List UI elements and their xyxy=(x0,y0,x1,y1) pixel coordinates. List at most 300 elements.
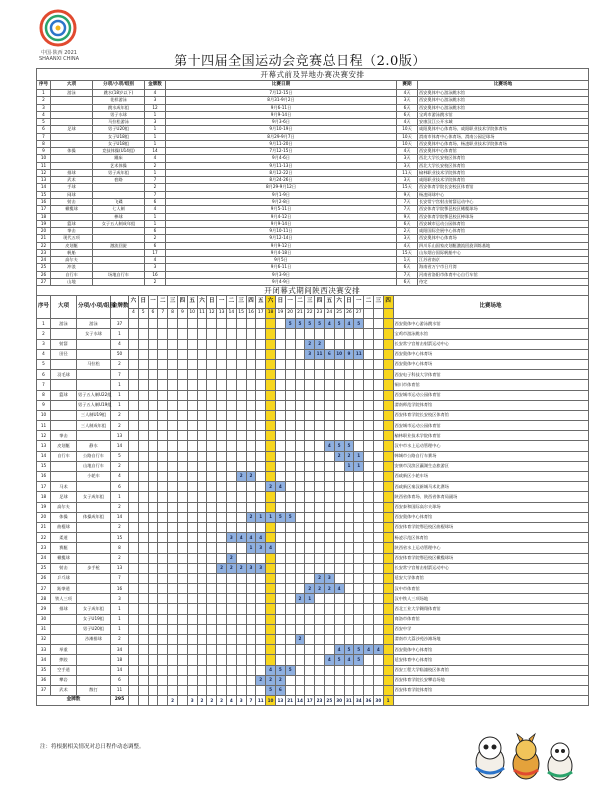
table1-cell: 咸阳奥体中心体育场、咸阳职业技术学院体育场 xyxy=(418,126,589,133)
schedule-cell xyxy=(364,604,374,614)
event-name: 散打 xyxy=(77,685,111,695)
venue-name: 西安工程大学临潼校区体育馆 xyxy=(393,665,588,675)
schedule-cell xyxy=(354,665,364,675)
schedule-cell xyxy=(246,370,256,380)
table1-cell: 场地自行车 xyxy=(93,271,145,278)
row-number: 26 xyxy=(37,573,51,583)
schedule-cell xyxy=(236,665,246,675)
schedule-cell xyxy=(373,390,383,400)
gold-count: 1 xyxy=(111,400,129,410)
schedule-cell xyxy=(383,400,393,410)
venue-name: 西安奥体中心体育场 xyxy=(393,359,588,369)
sport-name: 马术 xyxy=(51,482,77,492)
gold-count: 2 xyxy=(111,410,129,420)
schedule-cell xyxy=(207,380,217,390)
gold-count: 2 xyxy=(111,359,129,369)
weekday-cell: 二 xyxy=(158,296,168,309)
schedule-cell xyxy=(187,512,197,522)
sport-name xyxy=(51,635,77,645)
schedule-cell xyxy=(383,421,393,431)
schedule-cell xyxy=(266,319,276,329)
schedule-cell xyxy=(256,584,266,594)
table2-row xyxy=(37,624,589,634)
table1-row xyxy=(37,133,589,140)
schedule-cell xyxy=(364,421,374,431)
schedule-cell xyxy=(197,573,207,583)
schedule-cell xyxy=(197,461,207,471)
schedule-cell xyxy=(226,359,236,369)
schedule-cell xyxy=(295,492,305,502)
schedule-cell xyxy=(168,614,178,624)
schedule-cell xyxy=(285,543,295,553)
schedule-cell xyxy=(197,492,207,502)
gold-count: 50 xyxy=(111,349,129,359)
table1-cell: 待定 xyxy=(418,278,589,285)
schedule-cell xyxy=(129,492,139,502)
schedule-cell xyxy=(373,502,383,512)
event-name xyxy=(77,594,111,604)
schedule-cell xyxy=(148,451,158,461)
venue-name: 西安奥体中心体育馆 xyxy=(393,512,588,522)
row-number: 9 xyxy=(37,400,51,410)
schedule-cell: 3 xyxy=(324,573,334,583)
schedule-cell xyxy=(266,441,276,451)
table1-row xyxy=(37,271,589,278)
table1-cell: 西安体育学院鄠邑校区橄榄球场 xyxy=(418,206,589,213)
schedule-cell xyxy=(207,522,217,532)
schedule-cell xyxy=(334,410,344,420)
schedule-cell: 2 xyxy=(315,573,325,583)
event-name: 马拉松 xyxy=(77,359,111,369)
schedule-cell xyxy=(373,522,383,532)
gold-count: 14 xyxy=(111,441,129,451)
schedule-cell xyxy=(344,482,354,492)
table1-cell: 7 xyxy=(145,177,166,184)
venue-name: 榆林职业技术学院体育馆 xyxy=(393,431,588,441)
schedule-cell xyxy=(285,370,295,380)
schedule-cell xyxy=(217,502,227,512)
schedule-cell: 5 xyxy=(334,441,344,451)
schedule-cell xyxy=(129,400,139,410)
schedule-cell xyxy=(207,645,217,655)
row-number: 8 xyxy=(37,390,51,400)
schedule-cell xyxy=(226,635,236,645)
schedule-cell: 11 xyxy=(354,349,364,359)
gold-count: 1 xyxy=(111,329,129,339)
daily-total: 2 xyxy=(217,696,227,706)
schedule-cell: 4 xyxy=(266,665,276,675)
schedule-cell xyxy=(315,614,325,624)
schedule-cell xyxy=(334,573,344,583)
table1-cell: 25 xyxy=(37,264,51,271)
day-cell: 18 xyxy=(266,309,276,319)
schedule-cell xyxy=(285,533,295,543)
schedule-cell xyxy=(129,655,139,665)
schedule-cell xyxy=(266,655,276,665)
event-name xyxy=(77,573,111,583)
schedule-cell xyxy=(344,675,354,685)
schedule-cell xyxy=(177,441,187,451)
schedule-cell xyxy=(148,553,158,563)
schedule-cell xyxy=(168,553,178,563)
daily-total: 17 xyxy=(305,696,315,706)
schedule-cell xyxy=(266,472,276,482)
schedule-cell xyxy=(217,685,227,695)
venue-name: 汉中铁人三项场地 xyxy=(393,594,588,604)
schedule-cell xyxy=(217,553,227,563)
table1-cell: 1 xyxy=(145,133,166,140)
schedule-cell xyxy=(246,400,256,410)
schedule-cell xyxy=(177,522,187,532)
daily-total: 36 xyxy=(364,696,374,706)
schedule-cell xyxy=(226,594,236,604)
schedule-cell xyxy=(354,512,364,522)
table2-row xyxy=(37,390,589,400)
schedule-cell xyxy=(246,645,256,655)
schedule-cell xyxy=(383,410,393,420)
schedule-cell xyxy=(373,400,383,410)
event-name: 女子成年组 xyxy=(77,492,111,502)
schedule-cell xyxy=(197,563,207,573)
table1-cell: 9月3-9日 xyxy=(166,271,397,278)
schedule-cell xyxy=(285,685,295,695)
schedule-cell xyxy=(315,635,325,645)
table1-cell: 渭南市体育中心体育场、渭南公园足球场 xyxy=(418,133,589,140)
schedule-cell xyxy=(168,594,178,604)
schedule-cell xyxy=(364,349,374,359)
daily-total: 34 xyxy=(354,696,364,706)
schedule-cell: 2 xyxy=(315,584,325,594)
schedule-cell xyxy=(197,339,207,349)
schedule-cell xyxy=(236,522,246,532)
schedule-cell xyxy=(226,543,236,553)
sport-name: 摔跤 xyxy=(51,655,77,665)
table1-cell: 5 xyxy=(37,119,51,126)
row-number: 16 xyxy=(37,472,51,482)
schedule-cell xyxy=(334,329,344,339)
schedule-cell xyxy=(129,543,139,553)
event-name xyxy=(77,584,111,594)
schedule-cell xyxy=(148,502,158,512)
schedule-cell xyxy=(158,533,168,543)
schedule-cell xyxy=(187,349,197,359)
event-name xyxy=(77,370,111,380)
schedule-cell xyxy=(266,624,276,634)
schedule-cell xyxy=(226,349,236,359)
table1-cell: 15 xyxy=(37,191,51,198)
schedule-cell xyxy=(187,635,197,645)
schedule-cell xyxy=(324,533,334,543)
schedule-cell: 3 xyxy=(256,563,266,573)
total-venue xyxy=(393,696,588,706)
table1-cell: 10 xyxy=(37,155,51,162)
schedule-cell: 4 xyxy=(256,533,266,543)
schedule-cell xyxy=(373,461,383,471)
schedule-cell xyxy=(129,349,139,359)
gold-count: 1 xyxy=(111,390,129,400)
schedule-cell xyxy=(344,543,354,553)
row-number: 1 xyxy=(37,319,51,329)
schedule-cell xyxy=(236,594,246,604)
table1-cell: 足球 xyxy=(51,126,93,133)
schedule-cell xyxy=(324,380,334,390)
schedule-cell: 2 xyxy=(217,563,227,573)
table1-cell: 蹦床 xyxy=(93,155,145,162)
table1-cell: 9月5-11日 xyxy=(166,206,397,213)
schedule-cell xyxy=(177,675,187,685)
schedule-cell xyxy=(266,380,276,390)
schedule-cell xyxy=(324,635,334,645)
schedule-cell xyxy=(187,502,197,512)
schedule-cell xyxy=(148,421,158,431)
schedule-cell xyxy=(364,533,374,543)
schedule-cell xyxy=(315,563,325,573)
schedule-cell xyxy=(226,410,236,420)
schedule-cell xyxy=(246,461,256,471)
schedule-cell xyxy=(138,410,148,420)
schedule-cell xyxy=(334,339,344,349)
schedule-cell xyxy=(334,421,344,431)
schedule-cell xyxy=(246,390,256,400)
schedule-cell xyxy=(295,533,305,543)
schedule-cell xyxy=(168,421,178,431)
table1-cell: 10天 xyxy=(397,133,418,140)
day-cell xyxy=(364,309,374,319)
schedule-cell xyxy=(373,472,383,482)
schedule-cell xyxy=(148,461,158,471)
table1-caption: 开幕式前及异地办赛决赛安排 xyxy=(37,69,589,81)
schedule-cell xyxy=(334,380,344,390)
schedule-cell xyxy=(364,410,374,420)
schedule-cell xyxy=(197,431,207,441)
schedule-cell xyxy=(364,359,374,369)
schedule-cell xyxy=(177,451,187,461)
schedule-cell xyxy=(148,359,158,369)
schedule-cell xyxy=(334,359,344,369)
daily-total: 23 xyxy=(315,696,325,706)
sport-name: 皮划艇 xyxy=(51,441,77,451)
schedule-cell xyxy=(177,614,187,624)
schedule-cell xyxy=(158,655,168,665)
event-name xyxy=(77,522,111,532)
schedule-cell xyxy=(324,461,334,471)
schedule-cell xyxy=(324,685,334,695)
schedule-cell xyxy=(275,451,285,461)
schedule-cell: 2 xyxy=(344,451,354,461)
schedule-cell xyxy=(187,675,197,685)
schedule-cell: 2 xyxy=(315,339,325,349)
schedule-cell: 1 xyxy=(246,543,256,553)
day-cell: 26 xyxy=(344,309,354,319)
schedule-cell xyxy=(246,522,256,532)
schedule-cell xyxy=(354,370,364,380)
schedule-cell xyxy=(197,635,207,645)
schedule-cell xyxy=(324,543,334,553)
day-cell: 22 xyxy=(305,309,315,319)
row-number: 27 xyxy=(37,584,51,594)
schedule-cell xyxy=(324,482,334,492)
schedule-cell xyxy=(129,533,139,543)
schedule-cell xyxy=(315,645,325,655)
gold-count: 1 xyxy=(111,624,129,634)
sport-name xyxy=(51,421,77,431)
schedule-cell xyxy=(334,390,344,400)
event-name xyxy=(77,675,111,685)
schedule-cell xyxy=(226,370,236,380)
schedule-cell xyxy=(217,635,227,645)
table1-cell: 9月6-11日 xyxy=(166,104,397,111)
schedule-cell: 2 xyxy=(305,339,315,349)
schedule-cell: 5 xyxy=(275,512,285,522)
schedule-cell xyxy=(373,584,383,594)
schedule-cell xyxy=(354,400,364,410)
schedule-cell xyxy=(344,359,354,369)
schedule-cell xyxy=(148,563,158,573)
schedule-cell xyxy=(207,329,217,339)
schedule-cell xyxy=(246,675,256,685)
schedule-cell xyxy=(334,624,344,634)
sport-name: 游泳 xyxy=(51,319,77,329)
sport-name xyxy=(51,624,77,634)
table2-row xyxy=(37,675,589,685)
schedule-cell xyxy=(315,390,325,400)
schedule-cell xyxy=(177,390,187,400)
schedule-cell xyxy=(285,655,295,665)
table1-header-cell: 赛期 xyxy=(397,81,418,90)
logo-subtext: SHAANXI CHINA xyxy=(38,56,80,62)
schedule-cell xyxy=(197,645,207,655)
schedule-cell xyxy=(295,512,305,522)
schedule-cell xyxy=(383,594,393,604)
schedule-cell xyxy=(148,410,158,420)
schedule-cell xyxy=(236,441,246,451)
schedule-cell xyxy=(187,624,197,634)
schedule-cell xyxy=(354,573,364,583)
schedule-cell: 2 xyxy=(236,472,246,482)
table1-cell: 8月12-22日 xyxy=(166,169,397,176)
schedule-cell xyxy=(266,421,276,431)
table1-cell xyxy=(93,184,145,191)
schedule-cell xyxy=(129,461,139,471)
row-number: 17 xyxy=(37,482,51,492)
schedule-cell xyxy=(138,655,148,665)
schedule-cell xyxy=(138,472,148,482)
schedule-cell xyxy=(334,502,344,512)
schedule-cell xyxy=(187,533,197,543)
schedule-cell xyxy=(158,584,168,594)
schedule-cell xyxy=(275,380,285,390)
schedule-cell xyxy=(207,441,217,451)
schedule-cell xyxy=(138,512,148,522)
event-name: 小轮车 xyxy=(77,472,111,482)
venue-name: 杨凌示范区体育馆 xyxy=(393,533,588,543)
schedule-cell xyxy=(334,563,344,573)
table2-row xyxy=(37,584,589,594)
schedule-cell xyxy=(373,492,383,502)
schedule-cell xyxy=(158,441,168,451)
table1-cell: 2 xyxy=(145,184,166,191)
sport-name: 赛艇 xyxy=(51,543,77,553)
venue-name: 铜川市体育馆 xyxy=(393,380,588,390)
schedule-cell xyxy=(275,431,285,441)
table1-cell: 9月4-6日 xyxy=(166,155,397,162)
event-name xyxy=(77,431,111,441)
schedule-cell xyxy=(354,635,364,645)
table1-row xyxy=(37,162,589,169)
daily-total xyxy=(177,696,187,706)
schedule-cell xyxy=(246,380,256,390)
schedule-cell xyxy=(246,584,256,594)
schedule-cell xyxy=(256,390,266,400)
schedule-cell xyxy=(207,390,217,400)
sport-name: 空手道 xyxy=(51,665,77,675)
schedule-cell xyxy=(256,329,266,339)
weekday-cell: 四 xyxy=(383,296,393,309)
day-cell: 19 xyxy=(275,309,285,319)
schedule-cell xyxy=(266,522,276,532)
table2-row xyxy=(37,431,589,441)
daily-total xyxy=(148,696,158,706)
schedule-cell xyxy=(344,665,354,675)
day-cell: 4 xyxy=(129,309,139,319)
schedule-cell xyxy=(354,380,364,390)
venue-name: 西安城市运动公园体育馆 xyxy=(393,390,588,400)
schedule-cell xyxy=(344,339,354,349)
schedule-cell xyxy=(295,451,305,461)
event-name: 男子U20组 xyxy=(77,624,111,634)
row-number: 36 xyxy=(37,675,51,685)
schedule-cell xyxy=(129,380,139,390)
schedule-cell: 2 xyxy=(266,482,276,492)
table1-row xyxy=(37,119,589,126)
schedule-cell xyxy=(334,614,344,624)
schedule-cell xyxy=(256,319,266,329)
table1-cell: 女子五人制成年组 xyxy=(93,220,145,227)
schedule-cell xyxy=(246,421,256,431)
schedule-cell: 5 xyxy=(285,512,295,522)
schedule-cell xyxy=(138,665,148,675)
schedule-cell xyxy=(266,502,276,512)
table1-cell: 8月29-9月7日 xyxy=(166,133,397,140)
schedule-cell xyxy=(197,655,207,665)
gold-count: 6 xyxy=(111,482,129,492)
schedule-cell xyxy=(207,431,217,441)
event-name xyxy=(77,665,111,675)
daily-total: 25 xyxy=(324,696,334,706)
venue-name: 西安体育学院鄠邑校区橄榄球场 xyxy=(393,553,588,563)
schedule-cell xyxy=(344,400,354,410)
schedule-cell xyxy=(158,349,168,359)
schedule-cell xyxy=(168,522,178,532)
schedule-cell: 6 xyxy=(275,685,285,695)
table1-cell: 7 xyxy=(145,191,166,198)
schedule-cell xyxy=(168,472,178,482)
schedule-cell xyxy=(315,451,325,461)
table1-cell: 9月10-11日 xyxy=(166,228,397,235)
schedule-cell xyxy=(305,614,315,624)
schedule-cell xyxy=(285,431,295,441)
table1-cell: 9 xyxy=(37,148,51,155)
schedule-cell xyxy=(305,624,315,634)
weekday-cell: 三 xyxy=(373,296,383,309)
schedule-cell xyxy=(187,441,197,451)
schedule-cell xyxy=(197,380,207,390)
event-name xyxy=(77,533,111,543)
schedule-cell xyxy=(324,421,334,431)
schedule-cell: 4 xyxy=(344,319,354,329)
schedule-cell xyxy=(305,553,315,563)
event-name xyxy=(77,339,111,349)
